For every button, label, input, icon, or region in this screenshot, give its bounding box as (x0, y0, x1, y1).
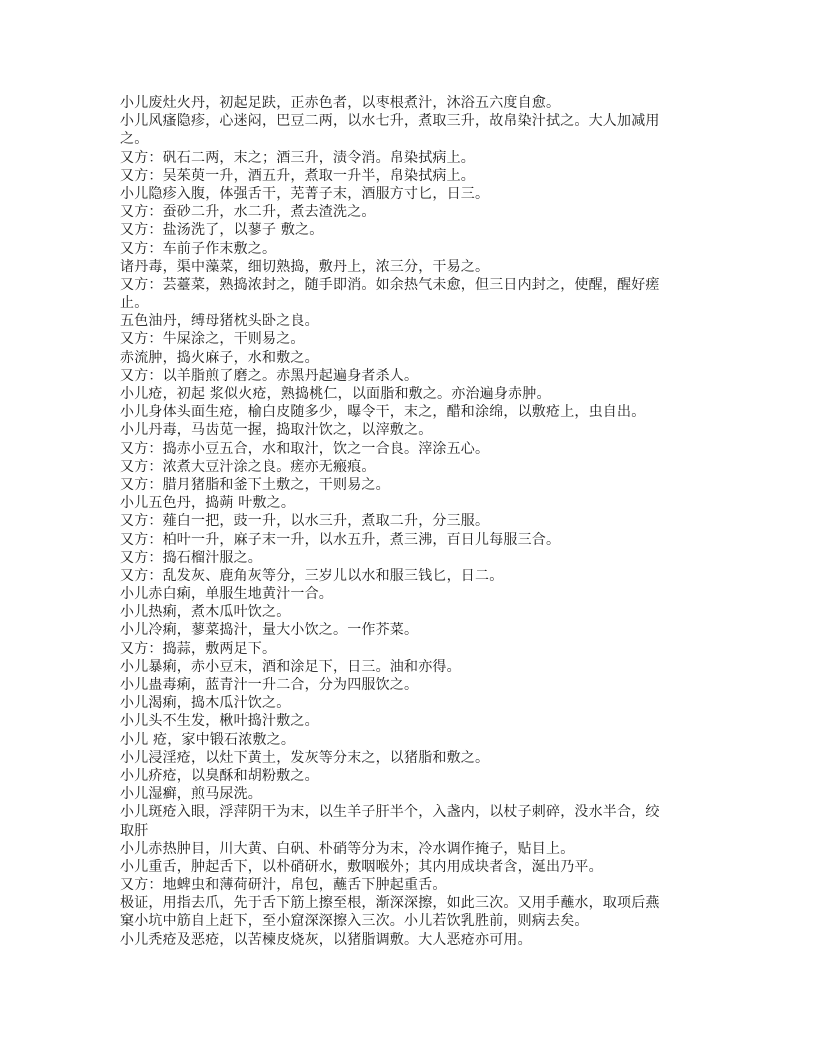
text-line: 又方：捣赤小豆五合，水和取汁，饮之一合良。滓涂五心。 (120, 440, 490, 457)
paragraph (120, 658, 700, 676)
paragraph (120, 858, 700, 876)
text-line: 赤流肿，捣火麻子，水和敷之。 (120, 349, 319, 366)
paragraph (120, 785, 700, 803)
paragraph (120, 385, 700, 403)
text-line: 小儿身体头面生疮，榆白皮随多少，曝令干，末之，醋和涂绵，以敷疮上，虫自出。 (120, 404, 646, 421)
paragraph (120, 894, 700, 930)
text-line: 极证，用指去爪，先于舌下筋上擦至根，渐深深擦，如此三次。又用手蘸水，取项后燕 (120, 895, 660, 912)
text-line: 小儿头不生发，楸叶捣汁敷之。 (120, 713, 319, 730)
text-line: 小儿冷痢，蓼菜捣汁，量大小饮之。一作芥菜。 (120, 622, 419, 639)
text-line: 小儿风瘙隐疹，心迷闷，巴豆二两，以水七升，煮取三升，故帛染汁拭之。大人加减用 (120, 113, 660, 130)
paragraph (120, 567, 700, 585)
text-line: 又方：柏叶一升，麻子末一升，以水五升，煮三沸，百日儿每服三合。 (120, 531, 561, 548)
paragraph (120, 440, 700, 458)
paragraph (120, 712, 700, 730)
document-page (120, 94, 700, 949)
paragraph (120, 458, 700, 476)
text-line: 五色油丹，缚母猪枕头卧之良。 (120, 313, 319, 330)
text-line: 窠小坑中筋自上赶下，至小窟深深擦入三次。小儿若饮乳胜前，则病去矣。 (120, 913, 589, 930)
text-line: 小儿渴痢，捣木瓜汁饮之。 (120, 695, 291, 712)
text-line: 又方：腊月猪脂和釜下土敷之，干则易之。 (120, 476, 390, 493)
text-line: 又方：捣石榴汁服之。 (120, 549, 262, 566)
text-line: 又方：薤白一把，豉一升，以水三升，煮取二升，分三服。 (120, 513, 490, 530)
text-line: 又方：以羊脂煎了磨之。赤黑丹起遍身者杀人。 (120, 367, 419, 384)
text-line: 之。 (120, 131, 149, 148)
text-line: 小儿丹毒，马齿苋一握，捣取汁饮之，以滓敷之。 (120, 422, 433, 439)
text-line: 小儿斑疮入眼，浮萍阴干为末，以生羊子肝半个，入盏内，以杖子刺碎，没水半合，绞 (120, 804, 660, 821)
paragraph (120, 276, 700, 312)
text-line: 又方：芸薹菜，熟捣浓封之，随手即消。如余热气未愈，但三日内封之，使醒，醒好瘥 (120, 276, 660, 293)
text-line: 止。 (120, 295, 149, 312)
text-line: 又方：乱发灰、鹿角灰等分，三岁儿以水和服三钱匕，日二。 (120, 567, 504, 584)
paragraph (120, 767, 700, 785)
paragraph (120, 803, 700, 839)
text-line: 小儿五色丹，捣蒴 叶敷之。 (120, 495, 296, 512)
text-line: 又方：牛屎涂之，干则易之。 (120, 331, 305, 348)
paragraph (120, 312, 700, 330)
text-line: 诸丹毒，渠中藻菜，细切熟捣，敷丹上，浓三分，干易之。 (120, 258, 490, 275)
paragraph (120, 840, 700, 858)
text-line: 小儿疥疮，以臭酥和胡粉敷之。 (120, 767, 319, 784)
text-line: 又方：地蜱虫和薄荷研汁，帛包，蘸舌下肿起重舌。 (120, 877, 447, 894)
paragraph (120, 876, 700, 894)
text-line: 小儿隐疹入腹，体强舌干，芜菁子末，酒服方寸匕，日三。 (120, 185, 490, 202)
paragraph (120, 112, 700, 148)
paragraph (120, 676, 700, 694)
paragraph (120, 221, 700, 239)
paragraph (120, 694, 700, 712)
text-line: 小儿疮，初起 浆似火疮，熟捣桃仁，以面脂和敷之。亦治遍身赤肿。 (120, 386, 551, 402)
text-line: 小儿热痢，煮木瓜叶饮之。 (120, 604, 291, 621)
paragraph (120, 185, 700, 203)
text-line: 又方：吴茱萸一升，酒五升，煮取一升半，帛染拭病上。 (120, 167, 475, 184)
paragraph (120, 494, 700, 512)
text-line: 小儿重舌，肿起舌下，以朴硝研水，敷咽喉外；其内用成块者含，涎出乃平。 (120, 858, 603, 875)
paragraph (120, 931, 700, 949)
text-line: 又方：蚕砂二升，水二升，煮去渣洗之。 (120, 204, 376, 221)
text-line: 又方：矾石二两，末之；酒三升，渍令消。帛染拭病上。 (120, 149, 475, 166)
text-line: 又方：浓煮大豆汁涂之良。瘥亦无瘢痕。 (120, 458, 376, 475)
text-line: 小儿废灶火丹，初起足趺，正赤色者，以枣根煮汁，沐浴五六度自愈。 (120, 95, 561, 111)
paragraph (120, 149, 700, 167)
paragraph (120, 531, 700, 549)
paragraph (120, 585, 700, 603)
text-line: 又方：车前子作末敷之。 (120, 240, 277, 257)
paragraph (120, 476, 700, 494)
paragraph (120, 258, 700, 276)
paragraph (120, 640, 700, 658)
text-line: 小儿暴痢，赤小豆末，酒和涂足下，日三。油和亦得。 (120, 658, 461, 675)
text-line: 小儿赤热肿目，川大黄、白矾、朴硝等分为末，冷水调作掩子，贴目上。 (120, 840, 575, 857)
paragraph (120, 367, 700, 385)
paragraph (120, 403, 700, 421)
paragraph (120, 621, 700, 639)
text-line: 又方：捣蒜，敷两足下。 (120, 640, 277, 657)
paragraph (120, 512, 700, 530)
paragraph (120, 549, 700, 567)
text-line: 小儿湿癣，煎马尿洗。 (120, 786, 262, 803)
paragraph (120, 749, 700, 767)
paragraph (120, 603, 700, 621)
text-line: 小儿赤白痢，单服生地黄汁一合。 (120, 586, 333, 603)
text-line: 小儿蛊毒痢，蓝青汁一升二合，分为四服饮之。 (120, 677, 419, 693)
paragraph (120, 731, 700, 749)
paragraph (120, 421, 700, 439)
paragraph (120, 167, 700, 185)
text-line: 又方：盐汤洗了，以蓼子 敷之。 (120, 222, 324, 239)
paragraph (120, 349, 700, 367)
text-line: 小儿浸淫疮，以灶下黄土，发灰等分末之，以猪脂和敷之。 (120, 749, 490, 766)
paragraph (120, 330, 700, 348)
text-line: 小儿秃疮及恶疮，以苦楝皮烧灰，以猪脂调敷。大人恶疮亦可用。 (120, 931, 532, 948)
paragraph (120, 240, 700, 258)
text-line: 小儿 疮，家中锻石浓敷之。 (120, 731, 296, 748)
paragraph (120, 94, 700, 112)
text-line: 取肝 (120, 822, 149, 839)
paragraph (120, 203, 700, 221)
